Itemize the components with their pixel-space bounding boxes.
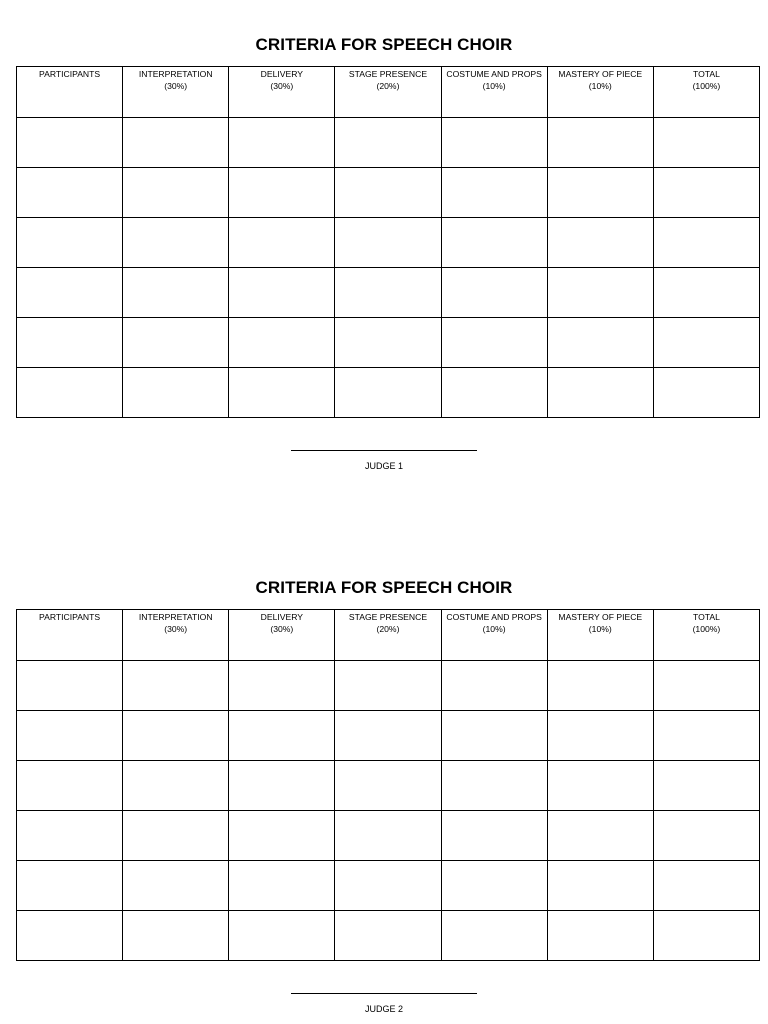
score-cell[interactable] [441,168,547,218]
column-header-stage-presence [335,67,441,118]
column-name: INTERPRETATION [138,69,213,79]
column-header-mastery-of-piece [547,67,653,118]
total-cell[interactable] [653,661,759,711]
column-weight: (20%) [376,624,400,634]
table-row [17,368,760,418]
score-cell[interactable] [229,661,335,711]
score-cell[interactable] [335,761,441,811]
score-cell[interactable] [123,661,229,711]
column-header-costume-and-props [441,67,547,118]
score-cell[interactable] [123,711,229,761]
total-cell[interactable] [653,118,759,168]
table-row [17,911,760,961]
column-weight: (100%) [692,81,721,91]
score-cell[interactable] [547,861,653,911]
participant-cell[interactable] [17,218,123,268]
column-weight: (30%) [270,624,294,634]
score-cell[interactable] [335,218,441,268]
column-header-stage-presence [335,610,441,661]
participant-cell[interactable] [17,711,123,761]
participant-cell[interactable] [17,861,123,911]
criteria-table [16,66,760,418]
score-cell[interactable] [123,368,229,418]
column-weight: (10%) [482,624,506,634]
score-cell[interactable] [229,711,335,761]
score-cell[interactable] [441,761,547,811]
score-cell[interactable] [335,118,441,168]
participant-cell[interactable] [17,168,123,218]
table-row [17,218,760,268]
score-cell[interactable] [547,911,653,961]
score-cell[interactable] [547,811,653,861]
score-cell[interactable] [441,711,547,761]
score-cell[interactable] [229,811,335,861]
column-weight: (30%) [164,81,188,91]
score-cell[interactable] [441,661,547,711]
score-cell[interactable] [229,218,335,268]
table-row [17,318,760,368]
table-row [17,761,760,811]
participant-cell[interactable] [17,318,123,368]
sheet-title: CRITERIA FOR SPEECH CHOIR [255,578,513,597]
column-name: MASTERY OF PIECE [558,612,643,622]
total-cell[interactable] [653,811,759,861]
table-row [17,661,760,711]
score-cell[interactable] [335,268,441,318]
participant-cell[interactable] [17,118,123,168]
column-header-total [653,67,759,118]
table-header-row [17,610,760,661]
column-header-interpretation [123,610,229,661]
column-weight: (10%) [482,81,506,91]
score-cell[interactable] [441,118,547,168]
total-cell[interactable] [653,168,759,218]
score-cell[interactable] [229,861,335,911]
column-name: PARTICIPANTS [39,612,101,622]
table-row [17,118,760,168]
column-weight: (20%) [376,81,400,91]
score-cell[interactable] [547,761,653,811]
score-cell[interactable] [123,168,229,218]
participant-cell[interactable] [17,268,123,318]
score-cell[interactable] [229,368,335,418]
score-cell[interactable] [123,118,229,168]
total-cell[interactable] [653,761,759,811]
score-cell[interactable] [441,861,547,911]
column-name: PARTICIPANTS [39,69,101,79]
table-row [17,811,760,861]
score-cell[interactable] [335,168,441,218]
score-cell[interactable] [229,761,335,811]
participant-cell[interactable] [17,811,123,861]
score-cell[interactable] [123,318,229,368]
column-name: STAGE PRESENCE [348,69,428,79]
score-cell[interactable] [123,761,229,811]
score-cell[interactable] [229,168,335,218]
table-row [17,861,760,911]
column-weight: (10%) [588,624,612,634]
column-header-delivery [229,67,335,118]
column-header-mastery-of-piece [547,610,653,661]
score-cell[interactable] [335,711,441,761]
participant-cell[interactable] [17,761,123,811]
score-cell[interactable] [335,811,441,861]
column-name: DELIVERY [260,69,304,79]
score-cell[interactable] [547,168,653,218]
column-header-participants [17,67,123,118]
score-cell[interactable] [229,118,335,168]
signature-line[interactable] [291,993,477,994]
score-cell[interactable] [123,811,229,861]
score-cell[interactable] [335,661,441,711]
column-header-interpretation [123,67,229,118]
column-name: MASTERY OF PIECE [558,69,643,79]
total-cell[interactable] [653,218,759,268]
score-cell[interactable] [335,368,441,418]
column-weight: (100%) [692,624,721,634]
total-cell[interactable] [653,861,759,911]
score-cell[interactable] [229,911,335,961]
participant-cell[interactable] [17,661,123,711]
column-name: STAGE PRESENCE [348,612,428,622]
column-header-total [653,610,759,661]
column-name: TOTAL [692,69,720,79]
table-row [17,268,760,318]
score-cell[interactable] [123,218,229,268]
total-cell[interactable] [653,368,759,418]
column-weight: (30%) [270,81,294,91]
column-header-costume-and-props [441,610,547,661]
score-cell[interactable] [229,318,335,368]
score-cell[interactable] [335,911,441,961]
column-weight: (30%) [164,624,188,634]
score-cell[interactable] [547,118,653,168]
participant-cell[interactable] [17,911,123,961]
total-cell[interactable] [653,268,759,318]
column-name: DELIVERY [260,612,304,622]
score-cell[interactable] [335,318,441,368]
score-cell[interactable] [547,218,653,268]
column-weight: (10%) [588,81,612,91]
table-header-row [17,67,760,118]
judge-label: JUDGE 1 [364,461,403,471]
score-cell[interactable] [441,218,547,268]
score-cell[interactable] [547,268,653,318]
score-cell[interactable] [441,318,547,368]
score-cell[interactable] [441,911,547,961]
column-name: COSTUME AND PROPS [446,612,542,622]
judge-label: JUDGE 2 [364,1004,403,1014]
signature-line[interactable] [291,450,477,451]
column-name: TOTAL [692,612,720,622]
total-cell[interactable] [653,711,759,761]
criteria-table [16,609,760,961]
score-cell[interactable] [335,861,441,911]
score-cell[interactable] [441,368,547,418]
score-cell[interactable] [123,268,229,318]
score-cell[interactable] [547,318,653,368]
score-cell[interactable] [547,368,653,418]
column-header-participants [17,610,123,661]
sheet-title: CRITERIA FOR SPEECH CHOIR [255,35,513,54]
score-cell[interactable] [547,661,653,711]
table-row [17,711,760,761]
total-cell[interactable] [653,911,759,961]
score-cell[interactable] [547,711,653,761]
column-header-delivery [229,610,335,661]
score-cell[interactable] [441,268,547,318]
score-cell[interactable] [441,811,547,861]
table-row [17,168,760,218]
score-cell[interactable] [229,268,335,318]
column-name: COSTUME AND PROPS [446,69,542,79]
column-name: INTERPRETATION [138,612,213,622]
total-cell[interactable] [653,318,759,368]
score-cell[interactable] [123,861,229,911]
participant-cell[interactable] [17,368,123,418]
score-cell[interactable] [123,911,229,961]
